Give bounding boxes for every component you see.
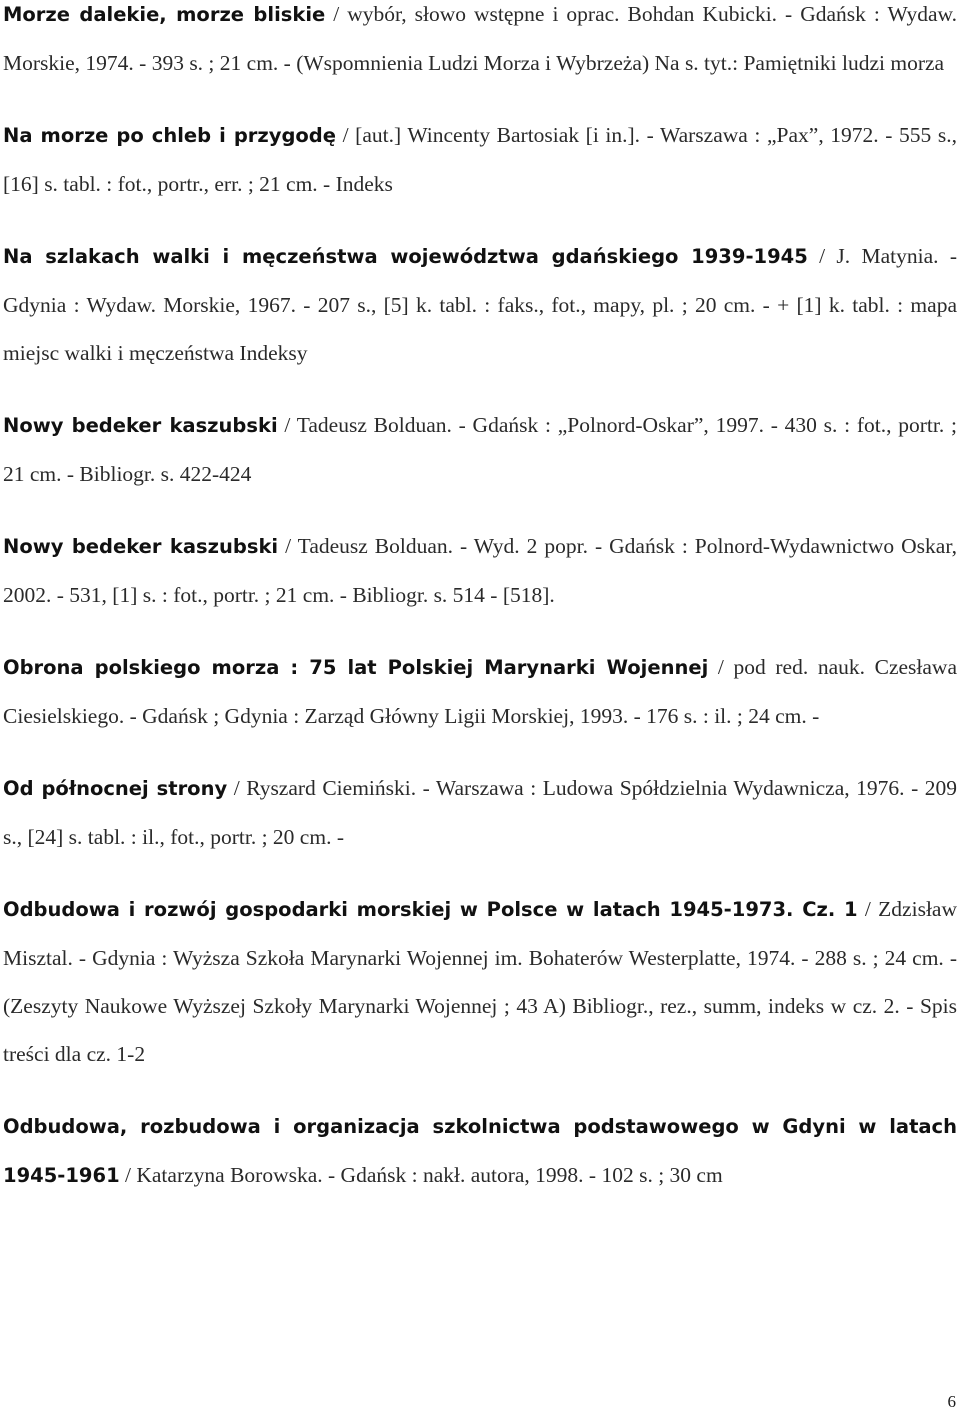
- entry-title: Na szlakach walki i męczeństwa województwa gdańskiego 1939-1945: [3, 245, 808, 268]
- entry-title: Od północnej strony: [3, 777, 228, 800]
- entry-description: / wybór, słowo wstępne i oprac. Bohdan Kubicki. - Gdańsk : Wydaw. Morskie, 1974. - 393 s. ; 21 cm. - (Wspomnienia Ludzi Morza i Wybrzeża) Na s. tyt.: Pamiętniki ludzi morza: [3, 2, 958, 75]
- entry-description: / Katarzyna Borowska. - Gdańsk : nakł. autora, 1998. - 102 s. ; 30 cm: [119, 1163, 723, 1187]
- bibliography-entry: [3, 232, 957, 377]
- bibliography-entry: [3, 885, 957, 1078]
- page-number: 6: [947, 1392, 956, 1411]
- entry-title: Nowy bedeker kaszubski: [3, 414, 278, 437]
- entry-title: Morze dalekie, morze bliskie: [3, 3, 326, 26]
- bibliography-entry: [3, 522, 957, 619]
- entry-description: / Zdzisław Misztal. - Gdynia : Wyższa Szkoła Marynarki Wojennej im. Bohaterów Westerplatte, 1974. - 288 s. ; 24 cm. - (Zeszyty Naukowe Wyższej Szkoły Marynarki Wojennej ; 43 A) Bibliogr., rez., summ, indeks w cz. 2. - Spis treści dla cz. 1-2: [3, 897, 957, 1066]
- entry-description: / Tadeusz Bolduan. - Wyd. 2 popr. - Gdańsk : Polnord-Wydawnictwo Oskar, 2002. - 531, [1] s. : fot., portr. ; 21 cm. - Bibliogr. s. 514 - [518].: [3, 534, 957, 607]
- entry-description: / J. Matynia. - Gdynia : Wydaw. Morskie, 1967. - 207 s., [5] k. tabl. : faks., fot., mapy, pl. ; 20 cm. - + [1] k. tabl. : mapa miejsc walki i męczeństwa Indeksy: [3, 244, 957, 365]
- bibliography-entry: [3, 0, 957, 87]
- entry-title: Odbudowa, rozbudowa i organizacja szkolnictwa podstawowego w Gdyni w latach 1945-1961: [3, 1115, 957, 1187]
- bibliography-entry: [3, 401, 957, 498]
- entry-title: Obrona polskiego morza : 75 lat Polskiej Marynarki Wojennej: [3, 656, 709, 679]
- entry-title: Nowy bedeker kaszubski: [3, 535, 279, 558]
- entry-description: / pod red. nauk. Czesława Ciesielskiego. - Gdańsk ; Gdynia : Zarząd Główny Ligii Morskiej, 1993. - 176 s. : il. ; 24 cm. -: [3, 655, 957, 728]
- bibliography-entry: [3, 764, 957, 861]
- entry-description: / Ryszard Ciemiński. - Warszawa : Ludowa Spółdzielnia Wydawnicza, 1976. - 209 s., [24] s. tabl. : il., fot., portr. ; 20 cm. -: [3, 776, 958, 849]
- bibliography-entry: [3, 643, 957, 740]
- entry-title: Na morze po chleb i przygodę: [3, 124, 336, 147]
- bibliography-entry: [3, 1102, 957, 1200]
- bibliography-entry: [3, 111, 957, 208]
- bibliography-page: [3, 0, 957, 1200]
- entry-description: / Tadeusz Bolduan. - Gdańsk : „Polnord-Oskar”, 1997. - 430 s. : fot., portr. ; 21 cm. - Bibliogr. s. 422-424: [3, 413, 957, 486]
- entry-description: / [aut.] Wincenty Bartosiak [i in.]. - Warszawa : „Pax”, 1972. - 555 s., [16] s. tabl. : fot., portr., err. ; 21 cm. - Indeks: [3, 123, 958, 196]
- entry-title: Odbudowa i rozwój gospodarki morskiej w Polsce w latach 1945-1973. Cz. 1: [3, 898, 858, 921]
